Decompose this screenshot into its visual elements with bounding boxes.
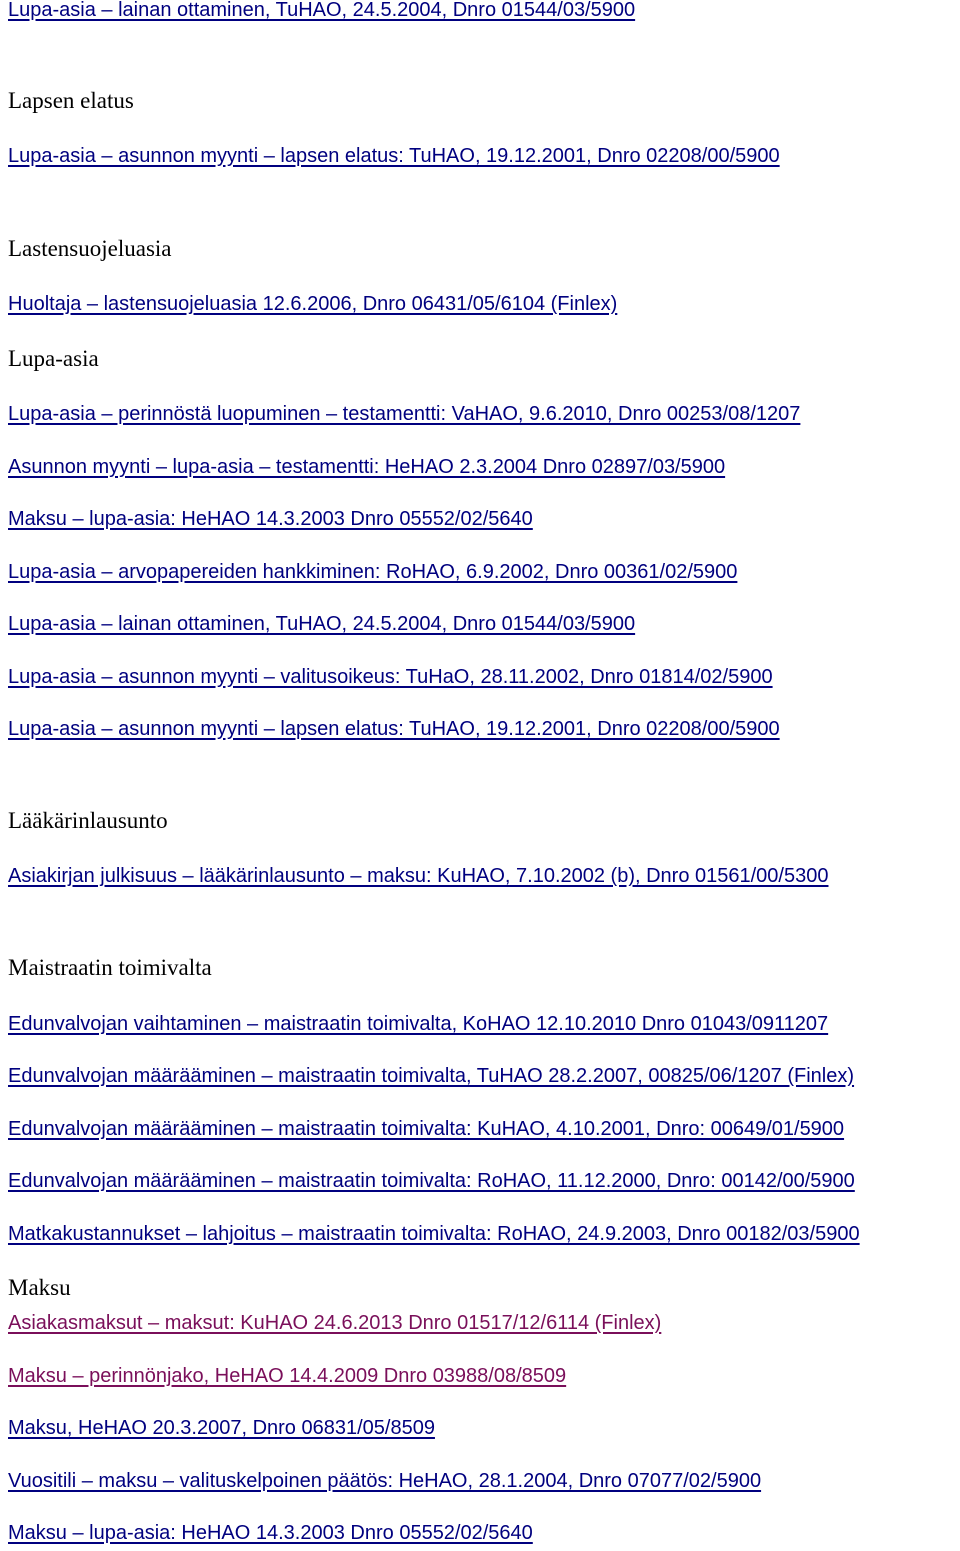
decision-link[interactable]: Asunnon myynti – lupa-asia – testamentti: HeHAO 2.3.2004 Dnro 02897/03/5900 [8,456,726,478]
section-heading-maistraatin-toimivalta: Maistraatin toimivalta [8,955,212,980]
decision-link[interactable]: Huoltaja – lastensuojeluasia 12.6.2006, Dnro 06431/05/6104 (Finlex) [8,293,618,315]
section-heading-lupa-asia: Lupa-asia [8,346,99,371]
decision-link[interactable]: Asiakirjan julkisuus – lääkärinlausunto – maksu: KuHAO, 7.10.2002 (b), Dnro 01561/00/5300 [8,865,829,887]
decision-link[interactable]: Lupa-asia – lainan ottaminen, TuHAO, 24.5.2004, Dnro 01544/03/5900 [8,613,636,635]
section-heading-lastensuojeluasia: Lastensuojeluasia [8,236,172,261]
decision-link[interactable]: Vuositili – maksu – valituskelpoinen päätös: HeHAO, 28.1.2004, Dnro 07077/02/5900 [8,1470,762,1492]
decision-link[interactable]: Edunvalvojan määrääminen – maistraatin toimivalta, TuHAO 28.2.2007, 00825/06/1207 (Finlex) [8,1065,855,1087]
decision-link[interactable]: Maksu – lupa-asia: HeHAO 14.3.2003 Dnro 05552/02/5640 [8,508,533,530]
section-heading-laakarinlausunto: Lääkärinlausunto [8,808,168,833]
decision-link[interactable]: Lupa-asia – asunnon myynti – valitusoikeus: TuHaO, 28.11.2002, Dnro 01814/02/5900 [8,666,773,688]
decision-link[interactable]: Lupa-asia – arvopapereiden hankkiminen: RoHAO, 6.9.2002, Dnro 00361/02/5900 [8,561,738,583]
decision-link-visited[interactable]: Maksu – perinnönjako, HeHAO 14.4.2009 Dnro 03988/08/8509 [8,1365,567,1387]
decision-link[interactable]: Maksu, HeHAO 20.3.2007, Dnro 06831/05/8509 [8,1417,435,1439]
decision-link[interactable]: Lupa-asia – perinnöstä luopuminen – testamentti: VaHAO, 9.6.2010, Dnro 00253/08/1207 [8,403,801,425]
decision-link[interactable]: Maksu – lupa-asia: HeHAO 14.3.2003 Dnro 05552/02/5640 [8,1522,533,1544]
decision-link-visited[interactable]: Asiakasmaksut – maksut: KuHAO 24.6.2013 Dnro 01517/12/6114 (Finlex) [8,1312,662,1334]
decision-link[interactable]: Edunvalvojan määrääminen – maistraatin toimivalta: KuHAO, 4.10.2001, Dnro: 00649/01/5900 [8,1118,845,1140]
section-heading-lapsen-elatus: Lapsen elatus [8,88,134,113]
decision-link[interactable]: Matkakustannukset – lahjoitus – maistraatin toimivalta: RoHAO, 24.9.2003, Dnro 00182/03/5900 [8,1223,860,1245]
decision-link[interactable]: Edunvalvojan määrääminen – maistraatin toimivalta: RoHAO, 11.12.2000, Dnro: 00142/00/5900 [8,1170,855,1192]
decision-link[interactable]: Lupa-asia – asunnon myynti – lapsen elatus: TuHAO, 19.12.2001, Dnro 02208/00/5900 [8,145,780,167]
decision-link[interactable]: Lupa-asia – asunnon myynti – lapsen elatus: TuHAO, 19.12.2001, Dnro 02208/00/5900 [8,718,780,740]
section-heading-maksu: Maksu [8,1275,71,1300]
decision-link[interactable]: Edunvalvojan vaihtaminen – maistraatin toimivalta, KoHAO 12.10.2010 Dnro 01043/0911207 [8,1013,829,1035]
decision-link[interactable]: Lupa-asia – lainan ottaminen, TuHAO, 24.5.2004, Dnro 01544/03/5900 [8,0,636,21]
